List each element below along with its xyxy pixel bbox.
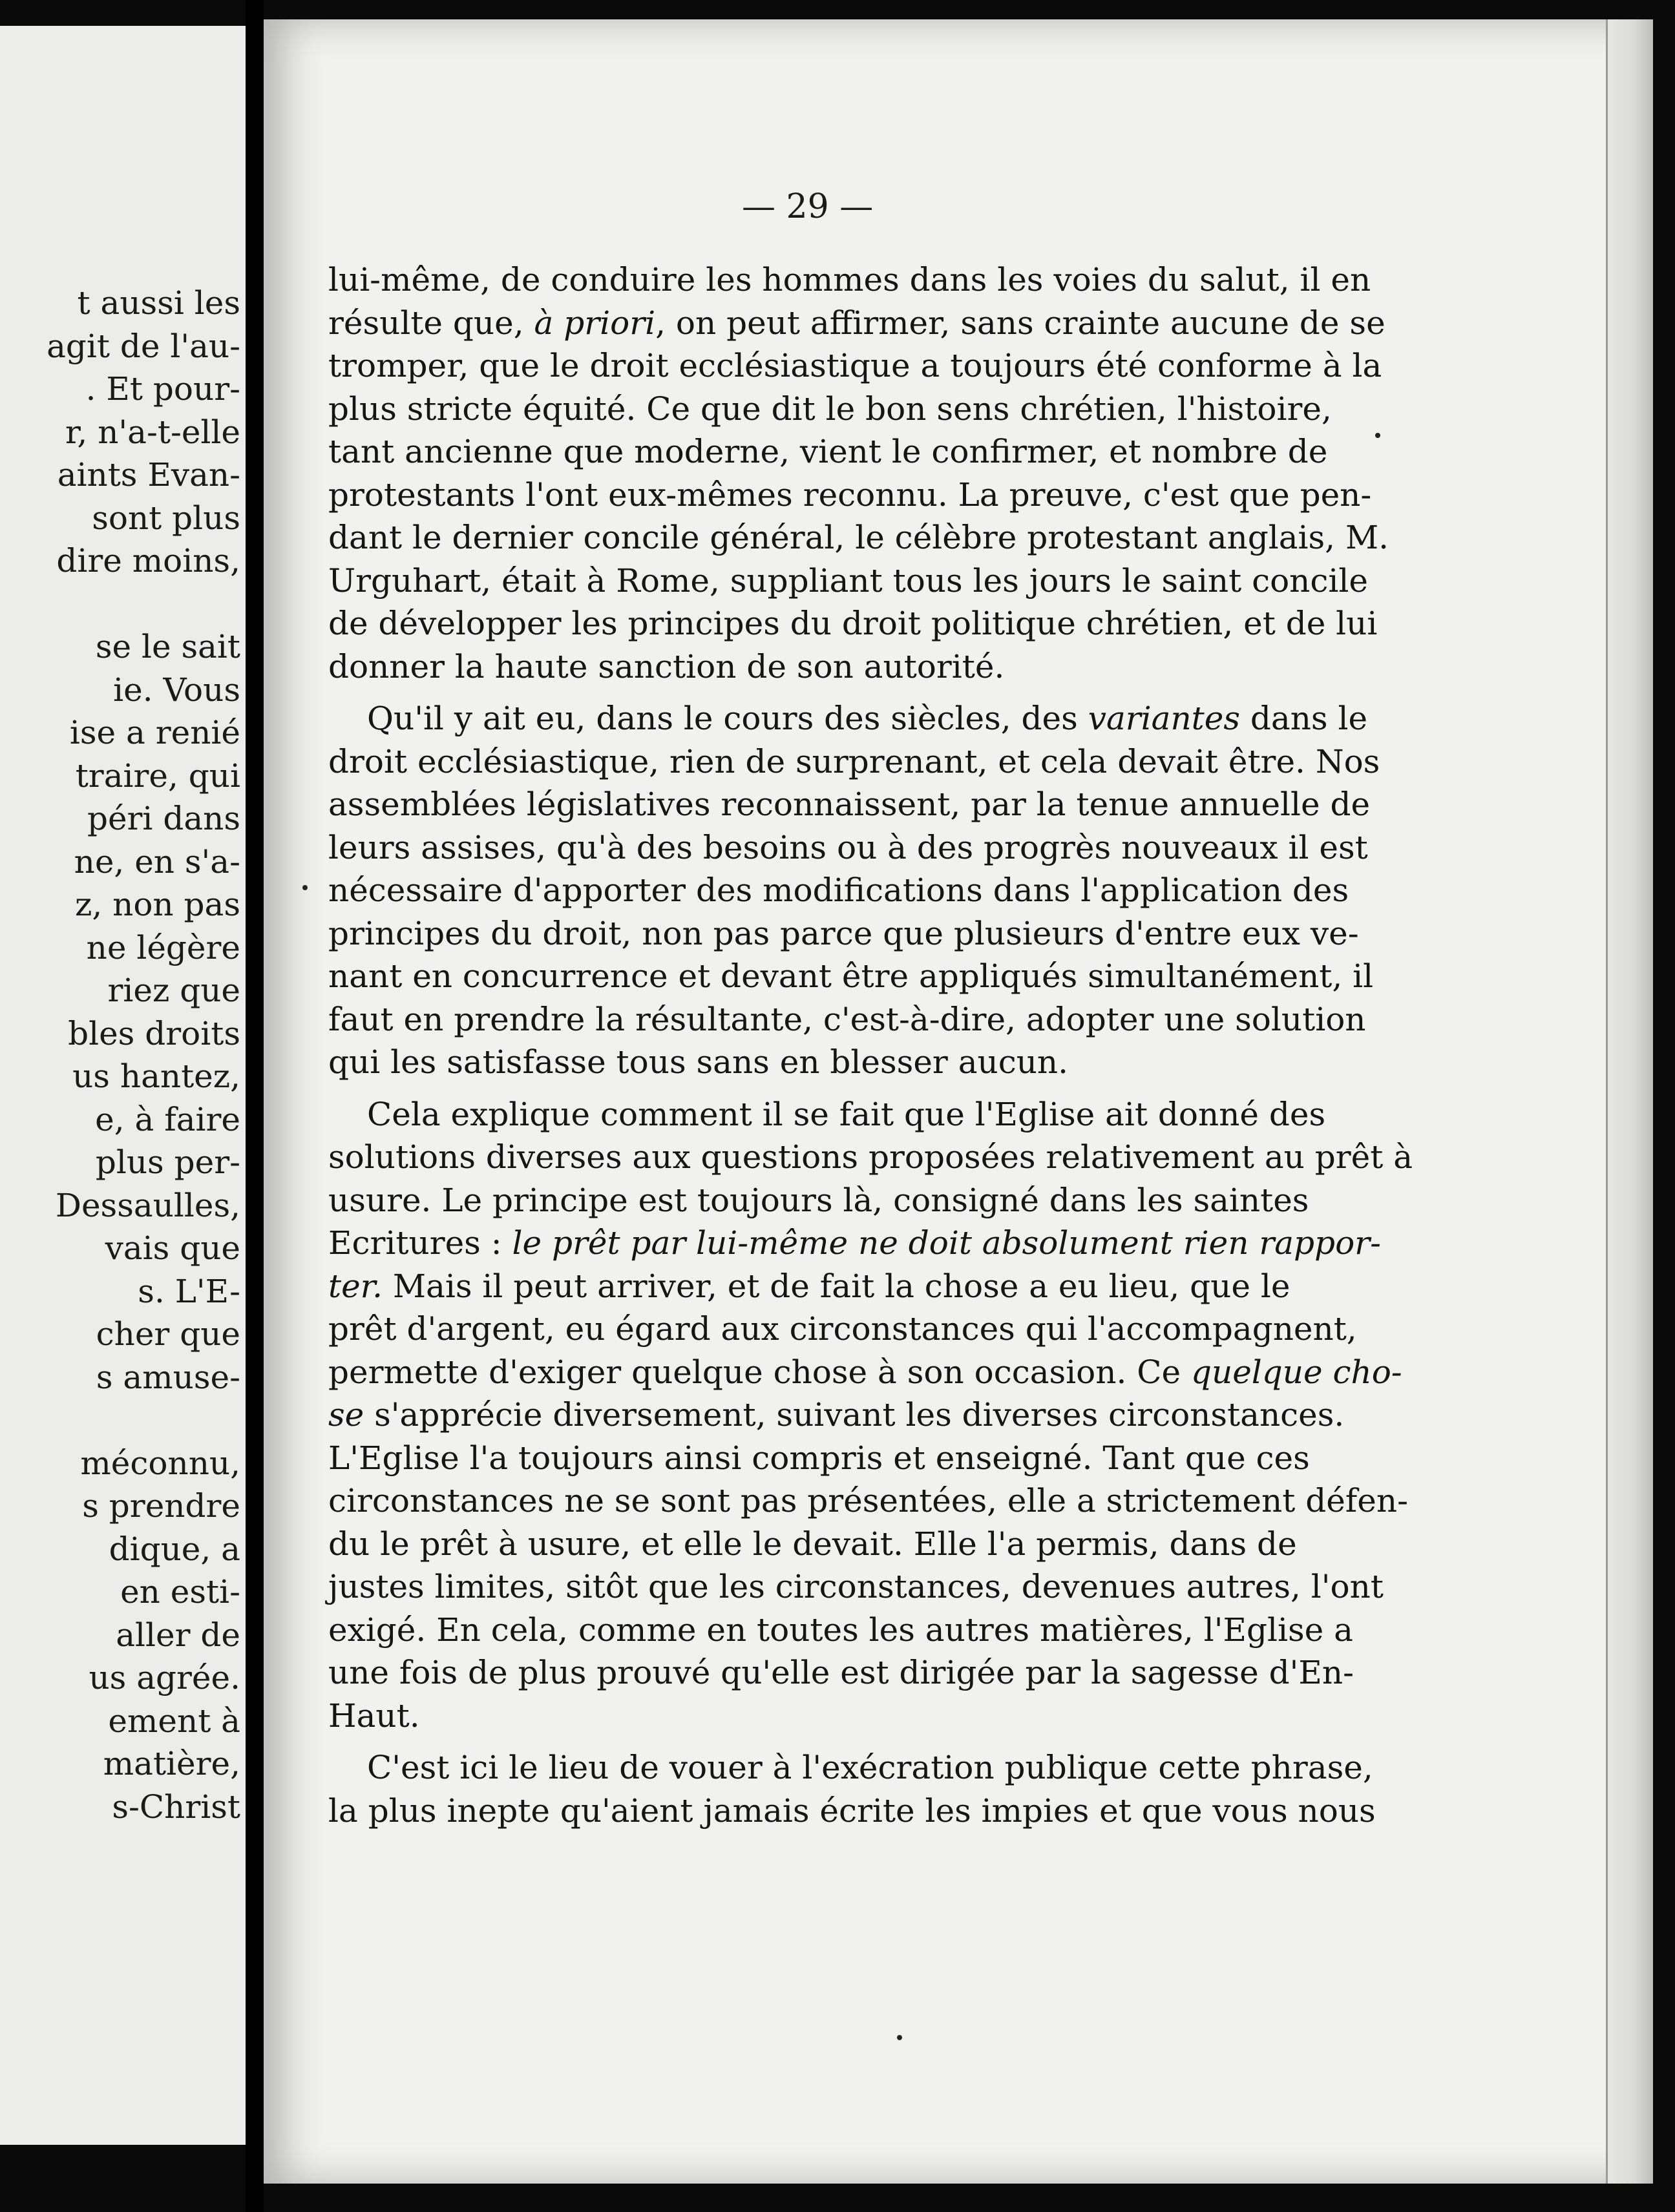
- text-line: lui-même, de conduire les hommes dans les voies du salut, il en: [328, 261, 1371, 298]
- left-page-line: en esti-: [120, 1573, 240, 1611]
- left-page-line: péri dans: [87, 800, 240, 837]
- text-line: Urguhart, était à Rome, suppliant tous les jours le saint concile: [328, 561, 1368, 600]
- text-line: tant ancienne que moderne, vient le confirmer, et nombre de: [328, 433, 1328, 470]
- left-page-line: ne légère: [86, 928, 240, 966]
- left-page-line: t aussi les: [77, 284, 240, 322]
- left-page-line: vais que: [105, 1229, 240, 1267]
- left-page-line: agit de l'au-: [47, 327, 240, 365]
- left-page-fragment: [0, 26, 246, 2145]
- text-line: Qu'il y ait eu, dans le cours des siècles, des variantes dans le: [367, 700, 1368, 737]
- left-page-line: aints Evan-: [57, 456, 240, 494]
- text-line: une fois de plus prouvé qu'elle est dirigée par la sagesse d'En-: [328, 1654, 1354, 1691]
- text-line: circonstances ne se sont pas présentées, elle a strictement défen-: [328, 1482, 1408, 1519]
- text-line: permette d'exiger quelque chose à son occasion. Ce quelque cho-: [328, 1353, 1402, 1391]
- text-line: C'est ici le lieu de vouer à l'exécration publique cette phrase,: [367, 1749, 1373, 1786]
- left-page-line: s prendre: [82, 1487, 240, 1525]
- left-page-line: traire, qui: [75, 756, 240, 795]
- left-page-line: aller de: [116, 1616, 240, 1654]
- right-page: [264, 19, 1653, 2184]
- text-line: prêt d'argent, eu égard aux circonstances qui l'accompagnent,: [328, 1310, 1357, 1348]
- text-line: solutions diverses aux questions proposées relativement au prêt à: [328, 1138, 1413, 1176]
- left-page-line: s-Christ: [112, 1788, 240, 1826]
- left-page-line: dire moins,: [56, 542, 240, 579]
- text-line: protestants l'ont eux-mêmes reconnu. La preuve, c'est que pen-: [328, 475, 1372, 514]
- text-line: résulte que, à priori, on peut affirmer, sans crainte aucune de se: [328, 304, 1385, 342]
- left-page-line: dique, a: [109, 1530, 240, 1568]
- text-line: assemblées législatives reconnaissent, par la tenue annuelle de: [328, 786, 1371, 823]
- paragraph-p3: [328, 1093, 1413, 1738]
- text-line: plus stricte équité. Ce que dit le bon sens chrétien, l'histoire,: [328, 390, 1332, 428]
- left-page-line: z, non pas: [74, 886, 240, 923]
- left-page-text: [0, 26, 246, 2145]
- left-page-line: cher que: [96, 1315, 240, 1353]
- text-line: Ecritures : le prêt par lui-même ne doit absolument rien rappor-: [328, 1224, 1381, 1262]
- left-page-line: sont plus: [92, 499, 240, 537]
- text-line: se s'apprécie diversement, suivant les diverses circonstances.: [328, 1396, 1345, 1434]
- text-line: de développer les principes du droit politique chrétien, et de lui: [328, 605, 1378, 642]
- book-gutter: [246, 0, 264, 2212]
- left-page-line: s. L'E-: [138, 1272, 240, 1310]
- text-line: leurs assises, qu'à des besoins ou à des progrès nouveaux il est: [328, 828, 1368, 866]
- text-line: nant en concurrence et devant être appliqués simultanément, il: [328, 957, 1374, 995]
- left-page-line: ne, en s'a-: [74, 842, 240, 881]
- text-line: L'Eglise l'a toujours ainsi compris et enseigné. Tant que ces: [328, 1439, 1310, 1477]
- left-page-line: r, n'a-t-elle: [65, 413, 240, 451]
- left-page-line: plus per-: [95, 1143, 240, 1181]
- left-page-line: méconnu,: [80, 1444, 240, 1482]
- left-page-line: ise a renié: [69, 714, 240, 751]
- text-line: Cela explique comment il se fait que l'Eglise ait donné des: [367, 1095, 1326, 1133]
- left-page-line: e, à faire: [95, 1100, 240, 1138]
- paragraph-p1: [328, 258, 1389, 688]
- text-line: qui les satisfasse tous sans en blesser aucun.: [328, 1043, 1069, 1081]
- left-page-line: Dessaulles,: [55, 1186, 240, 1224]
- text-line: exigé. En cela, comme en toutes les autres matières, l'Eglise a: [328, 1611, 1353, 1649]
- body-text: [328, 258, 1413, 1841]
- paragraph-p2: [328, 697, 1380, 1084]
- text-line: nécessaire d'apporter des modifications dans l'application des: [328, 871, 1349, 909]
- left-page-line: matière,: [103, 1745, 240, 1782]
- page-edge: [1606, 19, 1653, 2184]
- left-page-line: s amuse-: [96, 1358, 240, 1396]
- text-line: justes limites, sitôt que les circonstances, devenues autres, l'ont: [328, 1568, 1384, 1605]
- page-number: — 29 —: [742, 187, 874, 226]
- left-page-line: us hantez,: [72, 1058, 240, 1095]
- text-line: ter. Mais il peut arriver, et de fait la chose a eu lieu, que le: [328, 1267, 1290, 1305]
- text-line: principes du droit, non pas parce que plusieurs d'entre eux ve-: [328, 914, 1359, 952]
- left-page-line: us agrée.: [89, 1659, 240, 1696]
- scan-speck: [1375, 433, 1380, 438]
- text-line: droit ecclésiastique, rien de surprenant, et cela devait être. Nos: [328, 742, 1380, 780]
- text-line: du le prêt à usure, et elle le devait. Elle l'a permis, dans de: [328, 1525, 1297, 1563]
- paragraph-p4: [328, 1746, 1376, 1832]
- text-line: tromper, que le droit ecclésiastique a toujours été conforme à la: [328, 347, 1382, 384]
- text-line: Haut.: [328, 1696, 420, 1735]
- text-line: faut en prendre la résultante, c'est-à-dire, adopter une solution: [328, 1000, 1366, 1038]
- text-line: usure. Le principe est toujours là, consigné dans les saintes: [328, 1181, 1309, 1219]
- scan-speck: [302, 885, 308, 890]
- text-line: donner la haute sanction de son autorité.: [328, 647, 1005, 685]
- scan-speck: [897, 2035, 902, 2040]
- left-page-line: se le sait: [95, 628, 240, 665]
- text-line: dant le dernier concile général, le célèbre protestant anglais, M.: [328, 519, 1389, 556]
- left-page-line: ement à: [108, 1702, 240, 1740]
- left-page-line: . Et pour-: [85, 370, 240, 408]
- left-page-line: bles droits: [68, 1014, 240, 1052]
- left-page-line: riez que: [107, 972, 240, 1009]
- text-line: la plus inepte qu'aient jamais écrite les impies et que vous nous: [328, 1791, 1376, 1830]
- left-page-line: ie. Vous: [113, 671, 240, 709]
